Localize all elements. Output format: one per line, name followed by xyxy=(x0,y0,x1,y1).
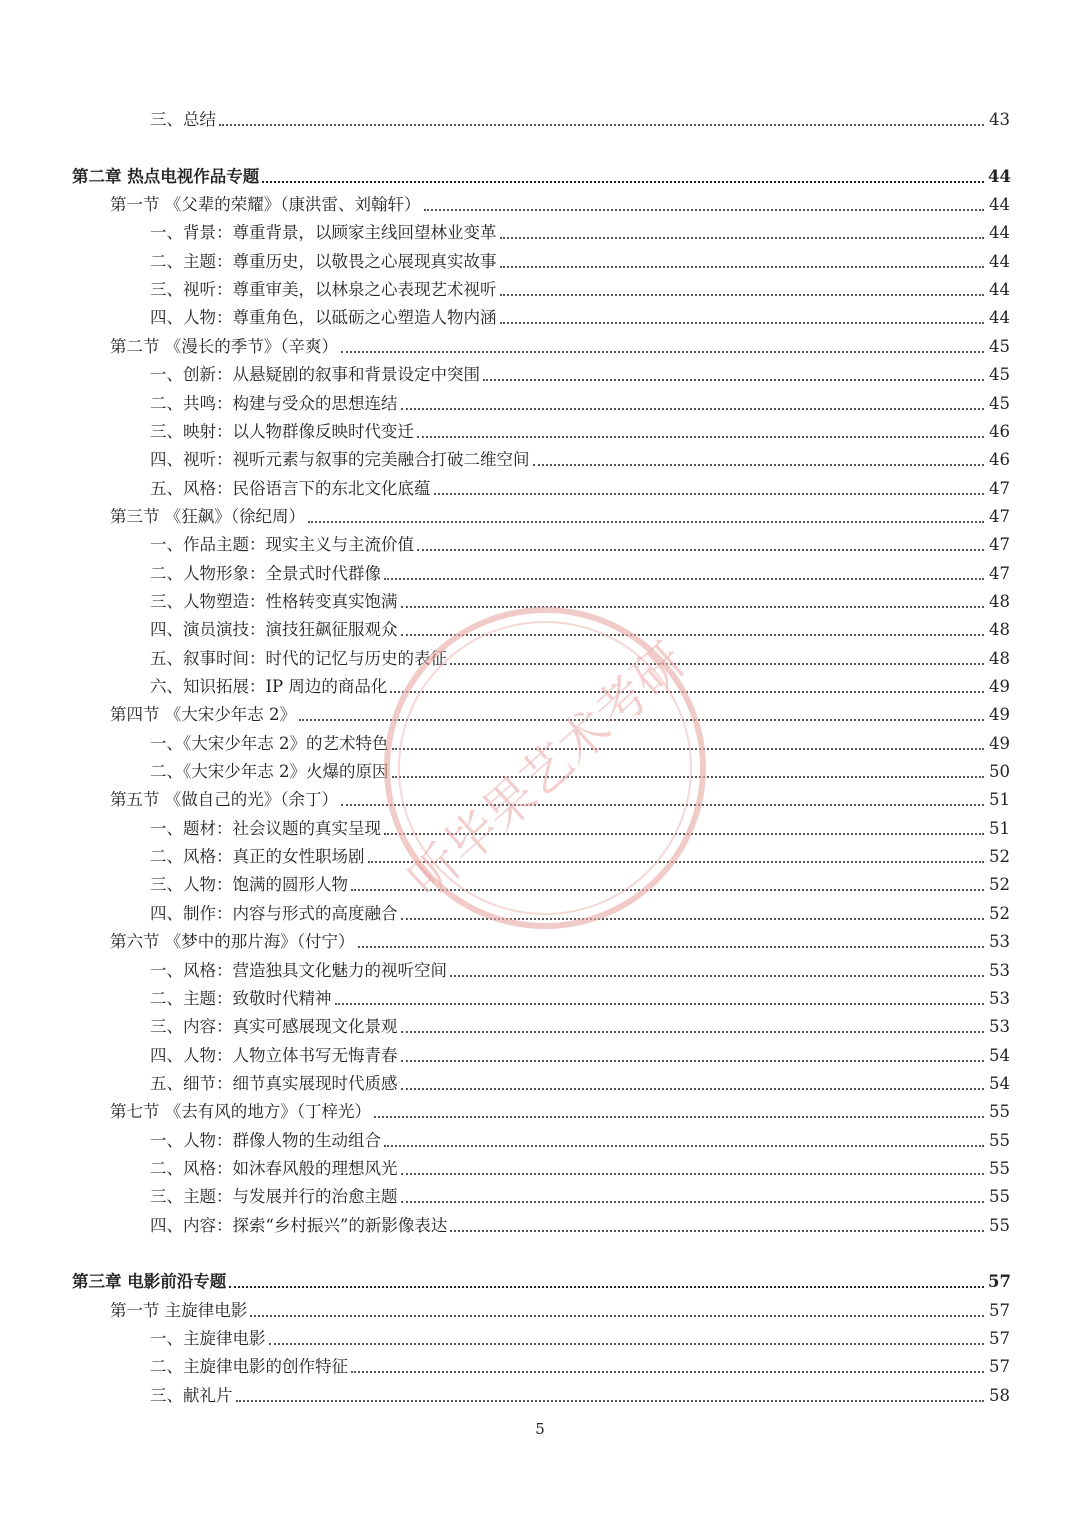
toc-subsection[interactable] xyxy=(150,388,1010,414)
toc-page-number: 55 xyxy=(989,1158,1010,1178)
toc-page-number: 47 xyxy=(989,535,1010,555)
toc-title: 第四节 《大宋少年志 2》 xyxy=(110,705,296,725)
toc-subsection[interactable] xyxy=(150,756,1010,782)
toc-title: 一、作品主题：现实主义与主流价值 xyxy=(150,535,414,555)
toc-subsection[interactable] xyxy=(150,1323,1010,1349)
dot-leader xyxy=(384,578,984,580)
watermark-text: 听毕果艺术考研 xyxy=(397,631,697,909)
toc-page-number: 52 xyxy=(989,847,1010,867)
dot-leader xyxy=(358,946,985,948)
toc-title: 第三节 《狂飙》（徐纪周） xyxy=(110,506,305,526)
dot-leader xyxy=(229,1286,984,1288)
toc-subsection[interactable] xyxy=(150,955,1010,981)
toc-page-number: 48 xyxy=(989,648,1010,668)
toc-section[interactable] xyxy=(110,926,1010,952)
toc-title: 第二章 热点电视作品专题 xyxy=(72,166,260,186)
toc-title: 三、内容：真实可感展现文化景观 xyxy=(150,1017,398,1037)
dot-leader xyxy=(401,1173,985,1175)
toc-title: 三、人物塑造：性格转变真实饱满 xyxy=(150,591,398,611)
toc-subsection[interactable] xyxy=(150,1210,1010,1236)
toc-chapter[interactable] xyxy=(72,1266,1010,1292)
toc-subsection[interactable] xyxy=(150,444,1010,470)
toc-title: 四、人物：人物立体书写无悔青春 xyxy=(150,1045,398,1065)
toc-page-number: 55 xyxy=(989,1130,1010,1150)
toc-title: 一、创新：从悬疑剧的叙事和背景设定中突围 xyxy=(150,365,480,385)
toc-title: 一、主旋律电影 xyxy=(150,1329,266,1349)
dot-leader xyxy=(308,521,984,523)
toc-section[interactable] xyxy=(110,501,1010,527)
toc-subsection[interactable] xyxy=(150,359,1010,385)
toc-title: 四、人物：尊重角色，以砥砺之心塑造人物内涵 xyxy=(150,308,497,328)
toc-title: 一、风格：营造独具文化魅力的视听空间 xyxy=(150,960,447,980)
toc-page-number: 44 xyxy=(989,251,1010,271)
toc-page-number: 58 xyxy=(989,1385,1010,1405)
toc-page-number: 43 xyxy=(989,110,1010,129)
toc-page-number: 47 xyxy=(989,563,1010,583)
toc-page-number: 55 xyxy=(989,1102,1010,1122)
toc-page-number: 52 xyxy=(989,903,1010,923)
toc-subsection[interactable] xyxy=(150,558,1010,584)
toc-subsection[interactable] xyxy=(150,473,1010,499)
toc-page-number: 53 xyxy=(989,960,1010,980)
toc-page-number: 47 xyxy=(989,478,1010,498)
toc-page-number: 54 xyxy=(989,1045,1010,1065)
dot-leader xyxy=(500,237,985,239)
dot-leader xyxy=(434,493,985,495)
toc-page-number: 45 xyxy=(989,393,1010,413)
dot-leader xyxy=(299,719,984,721)
dot-leader xyxy=(401,1201,985,1203)
toc-page-number: 44 xyxy=(989,195,1010,215)
dot-leader xyxy=(392,776,985,778)
toc-title: 一、《大宋少年志 2》的艺术特色 xyxy=(150,733,389,753)
toc-section[interactable] xyxy=(110,1295,1010,1321)
toc-subsection[interactable] xyxy=(150,274,1010,300)
toc-title: 第一节 主旋律电影 xyxy=(110,1300,248,1320)
toc-page-number: 44 xyxy=(989,280,1010,300)
toc-section[interactable] xyxy=(110,1096,1010,1122)
dot-leader xyxy=(450,1230,984,1232)
toc-page-number: 44 xyxy=(989,223,1010,243)
dot-leader xyxy=(341,804,984,806)
toc-subsection[interactable] xyxy=(150,671,1010,697)
dot-leader xyxy=(262,181,984,183)
toc-page-number: 53 xyxy=(989,932,1010,952)
toc-title: 二、风格：如沐春风般的理想风光 xyxy=(150,1158,398,1178)
toc-subsection[interactable] xyxy=(150,841,1010,867)
toc-page-number: 45 xyxy=(989,336,1010,356)
toc-section[interactable] xyxy=(110,784,1010,810)
toc-page-number: 55 xyxy=(989,1187,1010,1207)
dot-leader xyxy=(374,1116,984,1118)
toc-subsection[interactable] xyxy=(150,1068,1010,1094)
toc-page-number: 55 xyxy=(989,1215,1010,1235)
dot-leader xyxy=(351,1371,984,1373)
toc-title: 四、演员演技：演技狂飙征服观众 xyxy=(150,620,398,640)
toc-subsection[interactable] xyxy=(150,1040,1010,1066)
toc-subsection[interactable] xyxy=(150,302,1010,328)
toc-page-number: 52 xyxy=(989,875,1010,895)
dot-leader xyxy=(219,124,984,126)
toc-page-number: 46 xyxy=(989,450,1010,470)
toc-section[interactable] xyxy=(110,331,1010,357)
toc-title: 二、主题：致敬时代精神 xyxy=(150,988,332,1008)
toc-title: 五、细节：细节真实展现时代质感 xyxy=(150,1073,398,1093)
toc-subsection[interactable] xyxy=(150,614,1010,640)
toc-page-number: 49 xyxy=(989,733,1010,753)
toc-page-number: 44 xyxy=(989,308,1010,328)
toc-title: 第七节 《去有风的地方》（丁梓光） xyxy=(110,1102,371,1122)
dot-leader xyxy=(500,266,985,268)
toc-page-number: 46 xyxy=(989,421,1010,441)
dot-leader xyxy=(269,1343,985,1345)
toc-page-number: 49 xyxy=(989,677,1010,696)
dot-leader xyxy=(351,889,984,891)
toc-page-number: 48 xyxy=(989,591,1010,611)
toc-title: 六、知识拓展：IP 周边的商品化 xyxy=(150,677,388,696)
toc-subsection[interactable] xyxy=(150,983,1010,1009)
toc-title: 四、制作：内容与形式的高度融合 xyxy=(150,903,398,923)
toc-title: 二、主题：尊重历史，以敬畏之心展现真实故事 xyxy=(150,251,497,271)
toc-title: 四、内容：探索“乡村振兴”的新影像表达 xyxy=(150,1215,448,1235)
dot-leader xyxy=(500,322,985,324)
toc-title: 五、风格：民俗语言下的东北文化底蕴 xyxy=(150,478,431,498)
toc-chapter[interactable] xyxy=(72,161,1010,187)
dot-leader xyxy=(401,1031,985,1033)
dot-leader xyxy=(384,1145,984,1147)
dot-leader xyxy=(341,351,984,353)
toc-page-number: 53 xyxy=(989,988,1010,1008)
toc-title: 第五节 《做自己的光》（余丁） xyxy=(110,790,338,810)
dot-leader xyxy=(384,833,984,835)
toc-page-number: 53 xyxy=(989,1017,1010,1037)
dot-leader xyxy=(401,1060,985,1062)
toc-title: 一、背景：尊重背景，以顾家主线回望林业变革 xyxy=(150,223,497,243)
toc-subsection[interactable] xyxy=(150,1011,1010,1037)
toc-title: 三、视听：尊重审美，以林泉之心表现艺术视听 xyxy=(150,280,497,300)
toc-subsection[interactable] xyxy=(150,1181,1010,1207)
page-number: 5 xyxy=(535,1420,545,1438)
dot-leader xyxy=(392,748,985,750)
toc-title: 四、视听：视听元素与叙事的完美融合打破二维空间 xyxy=(150,450,530,470)
toc-subsection[interactable] xyxy=(150,586,1010,612)
dot-leader xyxy=(450,663,984,665)
toc-page-number: 57 xyxy=(989,1357,1010,1377)
toc-subsection[interactable] xyxy=(150,246,1010,272)
toc-page-number: 50 xyxy=(989,762,1010,782)
dot-leader xyxy=(236,1400,985,1402)
toc-title: 一、题材：社会议题的真实呈现 xyxy=(150,818,381,838)
toc-page-number: 51 xyxy=(989,790,1010,810)
dot-leader xyxy=(250,1315,984,1317)
toc-subsection[interactable] xyxy=(150,1153,1010,1179)
toc-title: 二、风格：真正的女性职场剧 xyxy=(150,847,365,867)
toc-title: 二、《大宋少年志 2》火爆的原因 xyxy=(150,762,389,782)
toc-title: 三、总结 xyxy=(150,110,216,129)
toc-subsection[interactable] xyxy=(150,728,1010,754)
toc-title: 第二节 《漫长的季节》（辛爽） xyxy=(110,336,338,356)
toc-page-number: 44 xyxy=(988,166,1011,186)
toc-page-number: 51 xyxy=(989,818,1010,838)
dot-leader xyxy=(390,691,984,693)
dot-leader xyxy=(335,1003,985,1005)
toc-title: 第一节 《父辈的荣耀》（康洪雷、刘翰轩） xyxy=(110,195,421,215)
toc-title: 第三章 电影前沿专题 xyxy=(72,1272,227,1292)
toc-subsection[interactable] xyxy=(150,1351,1010,1377)
dot-leader xyxy=(417,436,984,438)
toc-subsection[interactable] xyxy=(150,104,1010,130)
toc-page-number: 57 xyxy=(989,1300,1010,1320)
toc-section[interactable] xyxy=(110,189,1010,215)
toc-subsection[interactable] xyxy=(150,869,1010,895)
dot-leader xyxy=(500,294,985,296)
toc-subsection[interactable] xyxy=(150,898,1010,924)
toc-subsection[interactable] xyxy=(150,217,1010,243)
dot-leader xyxy=(401,918,985,920)
dot-leader xyxy=(417,549,984,551)
toc-page-number: 54 xyxy=(989,1073,1010,1093)
toc-title: 五、叙事时间：时代的记忆与历史的表征 xyxy=(150,648,447,668)
toc-page-number: 45 xyxy=(989,365,1010,385)
dot-leader xyxy=(483,379,984,381)
toc-subsection[interactable] xyxy=(150,416,1010,442)
toc-subsection[interactable] xyxy=(150,643,1010,669)
dot-leader xyxy=(401,408,985,410)
toc-subsection[interactable] xyxy=(150,1380,1010,1406)
toc-title: 第六节 《梦中的那片海》（付宁） xyxy=(110,932,355,952)
toc-title: 二、主旋律电影的创作特征 xyxy=(150,1357,348,1377)
toc-page-number: 57 xyxy=(989,1329,1010,1349)
toc-title: 二、共鸣：构建与受众的思想连结 xyxy=(150,393,398,413)
toc-subsection[interactable] xyxy=(150,1125,1010,1151)
toc-title: 二、人物形象：全景式时代群像 xyxy=(150,563,381,583)
toc-page-number: 49 xyxy=(989,705,1010,725)
toc-subsection[interactable] xyxy=(150,529,1010,555)
toc-title: 三、献礼片 xyxy=(150,1385,233,1405)
dot-leader xyxy=(424,209,985,211)
dot-leader xyxy=(450,975,984,977)
toc-title: 三、人物：饱满的圆形人物 xyxy=(150,875,348,895)
toc-page-number: 47 xyxy=(989,506,1010,526)
dot-leader xyxy=(401,634,985,636)
dot-leader xyxy=(533,464,985,466)
toc-title: 三、主题：与发展并行的治愈主题 xyxy=(150,1187,398,1207)
toc-section[interactable] xyxy=(110,699,1010,725)
dot-leader xyxy=(401,606,985,608)
toc-subsection[interactable] xyxy=(150,813,1010,839)
toc-page-number: 48 xyxy=(989,620,1010,640)
dot-leader xyxy=(368,861,985,863)
dot-leader xyxy=(401,1088,985,1090)
toc-title: 一、人物：群像人物的生动组合 xyxy=(150,1130,381,1150)
toc-title: 三、映射：以人物群像反映时代变迁 xyxy=(150,421,414,441)
toc-page-number: 57 xyxy=(988,1272,1011,1292)
